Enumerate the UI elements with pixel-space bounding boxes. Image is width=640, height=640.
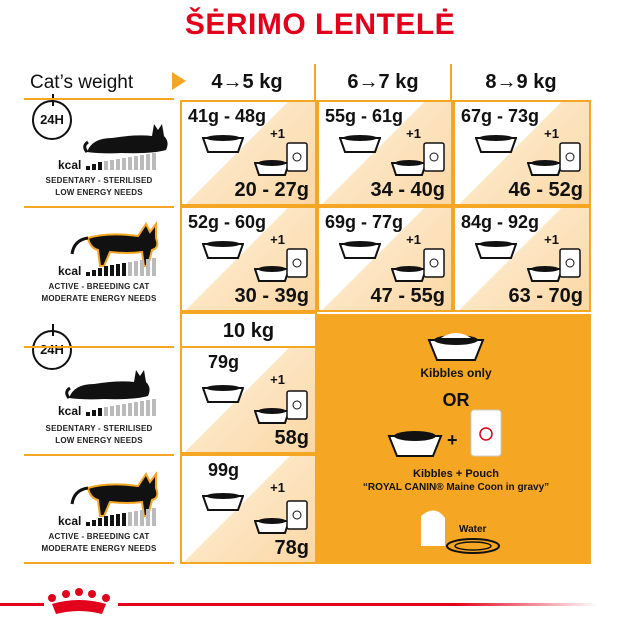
profile-sedentary-10kg: kcal SEDENTARY - STERILISED LOW ENERGY NEEDS	[24, 346, 174, 454]
energy-bars-icon	[86, 506, 168, 526]
brand-line-left	[0, 603, 44, 606]
kibble-bowl-icon	[527, 158, 563, 176]
ration-cell-sedentary-4-5kg: 41g - 48g +1 20 - 27g	[180, 100, 317, 206]
weight-col-3: 8→9 kg	[485, 71, 557, 93]
water-label: Water	[459, 524, 487, 535]
pouch-product-name: “ROYAL CANIN® Maine Coon in gravy”	[362, 482, 550, 493]
pouch-icon	[559, 142, 581, 172]
kibble-bowl-icon	[254, 264, 290, 282]
kibble-bowl-icon	[427, 330, 485, 362]
kibble-bowl-icon	[475, 238, 517, 260]
kibble-bowl-icon	[254, 158, 290, 176]
24h-clock-icon: 24H	[32, 330, 72, 370]
weight-label: Cat’s weight	[30, 72, 134, 93]
kibble-bowl-icon	[339, 238, 381, 260]
24h-clock-icon: 24H	[32, 100, 72, 140]
kibble-bowl-icon	[339, 132, 381, 154]
ration-cell-sedentary-6-7kg: 55g - 61g +1 34 - 40g	[317, 100, 453, 206]
kibble-bowl-icon	[254, 406, 290, 424]
weight-header-row	[0, 64, 590, 100]
kibble-bowl-icon	[202, 490, 244, 512]
kibbles-pouch-label: Kibbles + Pouch	[413, 468, 499, 480]
weight-col-10kg: 10 kg	[180, 312, 317, 348]
kibble-bowl-icon	[475, 132, 517, 154]
profile-sedentary: kcal SEDENTARY - STERILISED LOW ENERGY NEEDS	[24, 98, 174, 206]
ration-cell-active-8-9kg: 84g - 92g +1 63 - 70g	[453, 206, 591, 312]
pouch-icon	[423, 142, 445, 172]
energy-bars-icon	[86, 398, 168, 416]
kibble-bowl-icon	[527, 264, 563, 282]
kibble-bowl-icon	[391, 264, 427, 282]
pouch-icon	[469, 408, 503, 458]
plus-sign: +	[447, 430, 458, 450]
kibble-bowl-icon	[202, 238, 244, 260]
royal-canin-crown-logo	[46, 588, 112, 618]
weight-col-1: 4→5 kg	[180, 64, 316, 100]
kibble-bowl-icon	[202, 132, 244, 154]
pouch-icon	[559, 248, 581, 278]
pouch-icon	[286, 248, 308, 278]
energy-bars-icon	[86, 256, 168, 276]
kibble-bowl-icon	[202, 382, 244, 404]
pouch-icon	[286, 500, 308, 530]
pouch-icon	[286, 390, 308, 420]
pouch-icon	[286, 142, 308, 172]
ration-cell-active-6-7kg: 69g - 77g +1 47 - 55g	[317, 206, 453, 312]
ration-cell-sedentary-8-9kg: 67g - 73g +1 46 - 52g	[453, 100, 591, 206]
lying-cat-icon	[82, 116, 172, 156]
profile-active: kcal ACTIVE - BREEDING CAT MODERATE ENERGY NEEDS	[24, 206, 174, 312]
or-label: OR	[442, 390, 470, 410]
kibble-bowl-icon	[391, 158, 427, 176]
ration-cell-active-4-5kg: 52g - 60g +1 30 - 39g	[180, 206, 317, 312]
ration-cell-active-10kg: 99g +1 78g	[180, 454, 317, 564]
pouch-icon	[423, 248, 445, 278]
kibble-bowl-icon	[254, 516, 290, 534]
weight-col-2: 6→7 kg	[316, 64, 452, 100]
energy-bars-icon	[86, 152, 168, 170]
page-title: ŠĖRIMO LENTELĖ	[184, 8, 456, 41]
profile-active-10kg: kcal ACTIVE - BREEDING CAT MODERATE ENERGY NEEDS	[24, 454, 174, 564]
kibbles-only-label: Kibbles only	[420, 366, 492, 380]
ration-cell-sedentary-10kg: 79g +1 58g	[180, 346, 317, 454]
feeding-legend-panel	[317, 314, 591, 564]
brand-line-right	[118, 603, 598, 606]
kibble-bowl-icon	[387, 428, 443, 458]
lying-cat-icon	[64, 362, 154, 402]
